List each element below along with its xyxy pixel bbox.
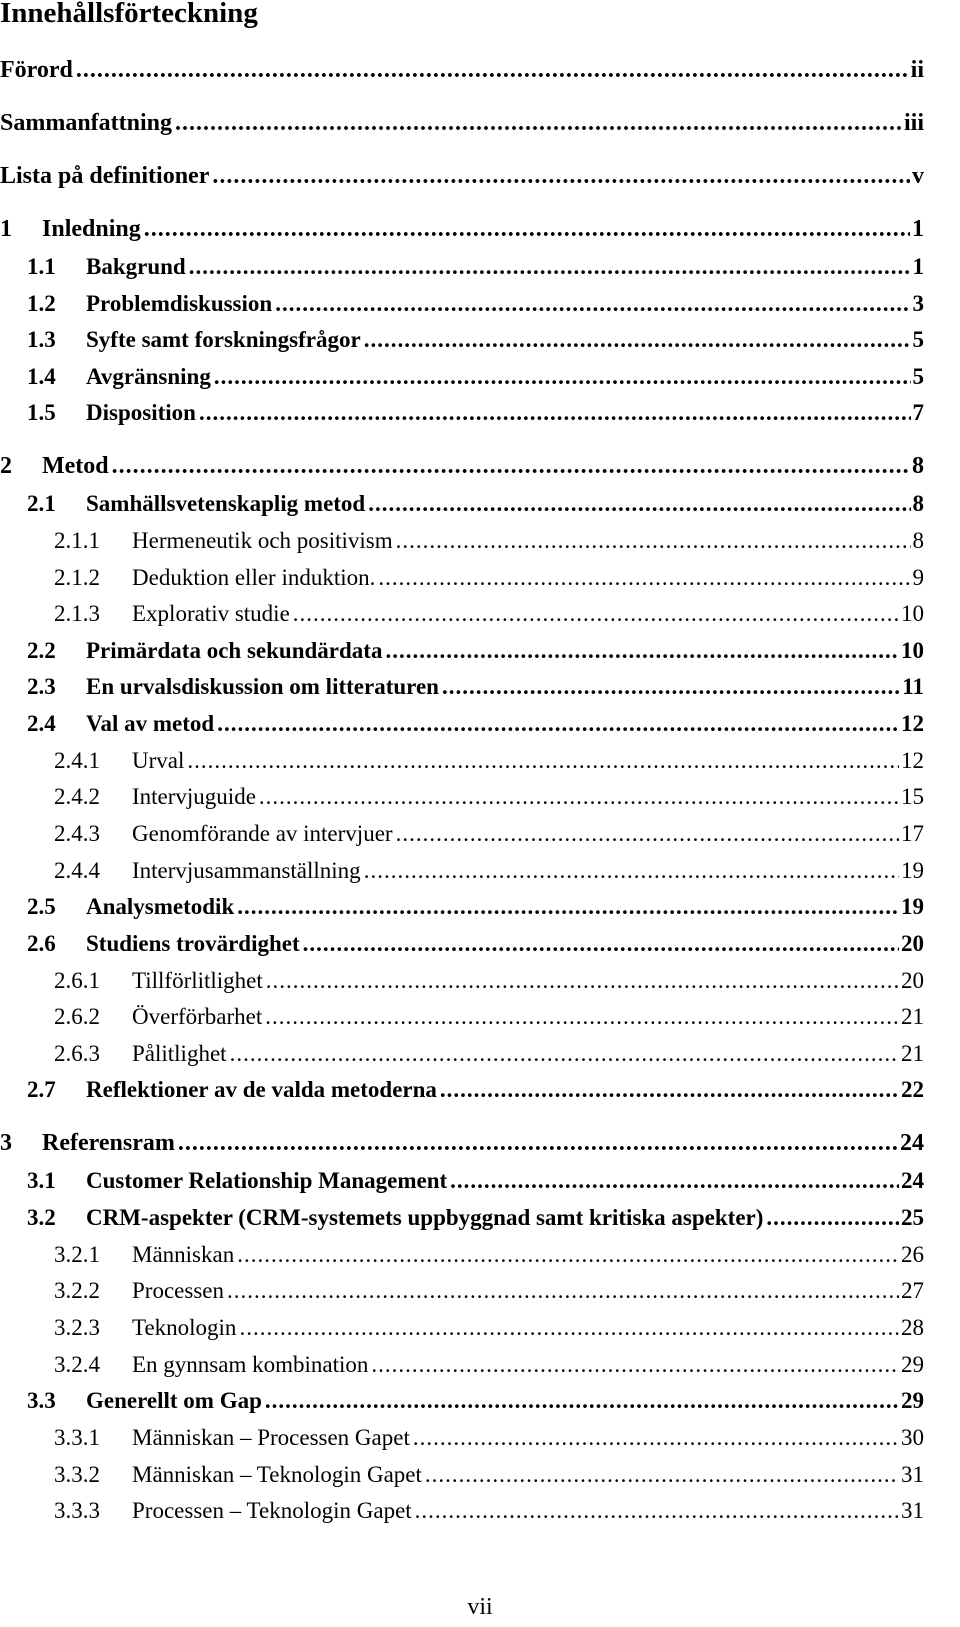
toc-entry-number: 3.3 [27, 1388, 56, 1413]
toc-dot-leader [442, 672, 900, 702]
toc-entry[interactable] [54, 563, 960, 593]
toc-entry-page: iii [903, 110, 924, 136]
toc-entry[interactable] [27, 1166, 960, 1196]
toc-entry-number: 1.5 [27, 400, 56, 425]
toc-entry[interactable] [54, 782, 960, 812]
toc-entry-number: 1.2 [27, 291, 56, 316]
toc-entry-page: 19 [901, 858, 924, 883]
toc-entry[interactable] [54, 1460, 960, 1490]
toc-dot-leader [450, 1166, 899, 1196]
toc-entry-page: 26 [901, 1242, 924, 1267]
toc-entry-page: 8 [912, 528, 924, 553]
toc-entry-title: Val av metod [86, 711, 215, 736]
toc-dot-leader [368, 489, 910, 519]
toc-entry[interactable] [0, 451, 960, 481]
toc-dot-leader [303, 929, 899, 959]
toc-entry-title: Metod [42, 453, 109, 479]
toc-entry-title: Överförbarhet [132, 1004, 263, 1029]
toc-entry[interactable] [54, 1313, 960, 1343]
toc-entry[interactable] [54, 1002, 960, 1032]
toc-entry-page: 25 [901, 1205, 924, 1230]
toc-entry[interactable] [0, 108, 960, 138]
toc-entry-page: 20 [901, 931, 924, 956]
toc-entry-title: Samhällsvetenskaplig metod [86, 491, 366, 516]
toc-entry[interactable] [27, 929, 960, 959]
toc-entry[interactable] [27, 325, 960, 355]
toc-entry-page: v [912, 163, 924, 189]
toc-entry-number: 2.1.1 [54, 528, 100, 553]
toc-entry-page: 24 [900, 1130, 924, 1156]
toc-dot-leader [275, 289, 910, 319]
toc-entry[interactable] [54, 599, 960, 629]
toc-entry-page: 1 [912, 254, 924, 279]
toc-entry[interactable] [54, 1039, 960, 1069]
toc-entry[interactable] [54, 1350, 960, 1380]
toc-entry-page: 1 [912, 216, 924, 242]
toc-dot-leader [237, 892, 899, 922]
toc-entry-title: Generellt om Gap [86, 1388, 262, 1413]
toc-entry-number: 3.3.1 [54, 1425, 100, 1450]
toc-entry[interactable] [54, 819, 960, 849]
toc-entry-title: Explorativ studie [132, 601, 290, 626]
toc-entry-title: Tillförlitlighet [132, 968, 263, 993]
toc-dot-leader [415, 1496, 899, 1526]
toc-entry-title: Analysmetodik [86, 894, 235, 919]
toc-dot-leader [227, 1276, 899, 1306]
toc-entry-number: 2.1 [27, 491, 56, 516]
toc-dot-leader [144, 214, 910, 244]
toc-dot-leader [265, 1386, 899, 1416]
toc-entry-title: Bakgrund [86, 254, 186, 279]
toc-entry-number: 2.7 [27, 1077, 56, 1102]
toc-entry-title: Processen [132, 1278, 224, 1303]
toc-entry-number: 2.6.2 [54, 1004, 100, 1029]
toc-entry-page: 21 [901, 1041, 924, 1066]
toc-dot-leader [425, 1460, 899, 1490]
toc-entry[interactable] [0, 55, 960, 85]
toc-entry-number: 2.4 [27, 711, 56, 736]
toc-entry-title: Förord [0, 57, 73, 83]
toc-entry-title: Customer Relationship Management [86, 1168, 448, 1193]
toc-dot-leader [440, 1075, 899, 1105]
toc-entry-page: 24 [901, 1168, 924, 1193]
toc-dot-leader [396, 526, 911, 556]
toc-entry-number: 2.5 [27, 894, 56, 919]
toc-dot-leader [178, 1128, 898, 1158]
toc-entry-title: Lista på definitioner [0, 163, 210, 189]
page-title: Innehållsförteckning [0, 0, 258, 29]
toc-entry-title: Avgränsning [86, 364, 211, 389]
toc-entry-page: 30 [901, 1425, 924, 1450]
toc-entry[interactable] [54, 526, 960, 556]
toc-entry[interactable] [54, 1276, 960, 1306]
toc-entry-number: 3.2 [27, 1205, 56, 1230]
toc-entry[interactable] [27, 709, 960, 739]
toc-dot-leader [214, 362, 911, 392]
toc-dot-leader [239, 1313, 899, 1343]
toc-entry[interactable] [27, 1203, 960, 1233]
toc-dot-leader [76, 55, 909, 85]
toc-entry-title: Syfte samt forskningsfrågor [86, 327, 361, 352]
toc-entry-title: Studiens trovärdighet [86, 931, 300, 956]
toc-entry-page: 11 [902, 674, 924, 699]
toc-entry[interactable] [54, 856, 960, 886]
toc-entry[interactable] [0, 214, 960, 244]
toc-entry-page: 12 [901, 748, 924, 773]
toc-entry-title: CRM-aspekter (CRM-systemets uppbyggnad samt kritiska aspekter) [86, 1205, 764, 1230]
toc-entry-page: 8 [912, 453, 924, 479]
toc-entry-page: 3 [912, 291, 924, 316]
toc-entry-title: Reflektioner av de valda metoderna [86, 1077, 437, 1102]
toc-entry[interactable] [27, 636, 960, 666]
toc-entry-title: Disposition [86, 400, 196, 425]
toc-entry-title: Primärdata och sekundärdata [86, 638, 383, 663]
toc-dot-leader [378, 563, 910, 593]
toc-entry-title: Deduktion eller induktion. [132, 565, 376, 590]
toc-entry-number: 3.2.2 [54, 1278, 100, 1303]
toc-entry-number: 1.1 [27, 254, 56, 279]
toc-entry-title: Referensram [42, 1130, 175, 1156]
toc-dot-leader [230, 1039, 899, 1069]
toc-entry-page: 5 [912, 327, 924, 352]
toc-entry-number: 1.4 [27, 364, 56, 389]
page-number: vii [467, 1594, 493, 1620]
toc-entry-number: 2.4.4 [54, 858, 100, 883]
toc-entry-title: Teknologin [132, 1315, 237, 1340]
toc-entry-page: ii [910, 57, 924, 83]
toc-entry-number: 3.2.1 [54, 1242, 100, 1267]
toc-dot-leader [364, 325, 911, 355]
toc-entry-number: 2.4.1 [54, 748, 100, 773]
toc-entry-title: Intervjusammanställning [132, 858, 361, 883]
toc-entry-page: 5 [912, 364, 924, 389]
toc-dot-leader [217, 709, 899, 739]
toc-entry-number: 2.1.3 [54, 601, 100, 626]
toc-dot-leader [293, 599, 899, 629]
toc-entry-page: 22 [901, 1077, 924, 1102]
toc-entry[interactable] [54, 1496, 960, 1526]
toc-entry-title: Problemdiskussion [86, 291, 273, 316]
toc-entry-number: 3.3.2 [54, 1462, 100, 1487]
toc-entry-number: 3 [0, 1130, 12, 1156]
toc-entry-title: Människan [132, 1242, 235, 1267]
toc-dot-leader [187, 746, 899, 776]
toc-entry-number: 2.2 [27, 638, 56, 663]
toc-entry[interactable] [27, 252, 960, 282]
toc-entry-title: Processen – Teknologin Gapet [132, 1498, 412, 1523]
toc-entry[interactable] [27, 1075, 960, 1105]
toc-dot-leader [371, 1350, 899, 1380]
toc-entry-title: Pålitlighet [132, 1041, 227, 1066]
toc-entry-number: 1 [0, 216, 12, 242]
toc-entry-page: 28 [901, 1315, 924, 1340]
toc-dot-leader [175, 108, 902, 138]
toc-entry-page: 19 [901, 894, 924, 919]
toc-entry-number: 3.1 [27, 1168, 56, 1193]
toc-entry-page: 10 [901, 638, 924, 663]
toc-dot-leader [199, 398, 911, 428]
toc-entry-title: Genomförande av intervjuer [132, 821, 393, 846]
toc-entry-title: En gynnsam kombination [132, 1352, 369, 1377]
toc-entry-page: 7 [912, 400, 924, 425]
toc-entry-number: 2 [0, 453, 12, 479]
toc-entry-title: Människan – Processen Gapet [132, 1425, 410, 1450]
toc-entry-title: Sammanfattning [0, 110, 173, 136]
toc-entry[interactable] [27, 362, 960, 392]
toc-entry-number: 2.4.3 [54, 821, 100, 846]
toc-entry-number: 1.3 [27, 327, 56, 352]
toc-entry-page: 8 [912, 491, 924, 516]
toc-entry-page: 29 [901, 1388, 924, 1413]
toc-entry-number: 2.3 [27, 674, 56, 699]
toc-dot-leader [364, 856, 899, 886]
toc-dot-leader [265, 1002, 899, 1032]
toc-entry[interactable] [27, 672, 960, 702]
toc-entry[interactable] [27, 892, 960, 922]
toc-entry[interactable] [54, 966, 960, 996]
toc-entry[interactable] [27, 1386, 960, 1416]
toc-entry-number: 3.2.3 [54, 1315, 100, 1340]
toc-entry-title: Intervjuguide [132, 784, 256, 809]
toc-entry-page: 15 [901, 784, 924, 809]
toc-dot-leader [112, 451, 910, 481]
toc-entry-page: 12 [901, 711, 924, 736]
toc-entry-title: Inledning [42, 216, 141, 242]
toc-entry-title: Urval [132, 748, 185, 773]
toc-dot-leader [259, 782, 899, 812]
toc-entry-page: 31 [901, 1462, 924, 1487]
toc-entry[interactable] [27, 489, 960, 519]
toc-entry-number: 2.1.2 [54, 565, 100, 590]
toc-entry-page: 9 [912, 565, 924, 590]
toc-entry[interactable] [54, 1423, 960, 1453]
toc-entry-title: Människan – Teknologin Gapet [132, 1462, 422, 1487]
toc-entry[interactable] [0, 1128, 960, 1158]
toc-entry-number: 2.6 [27, 931, 56, 956]
toc-dot-leader [237, 1240, 899, 1270]
toc-entry[interactable] [0, 161, 960, 191]
toc-entry-page: 17 [901, 821, 924, 846]
toc-entry-number: 2.4.2 [54, 784, 100, 809]
toc-entry-page: 31 [901, 1498, 924, 1523]
toc-dot-leader [766, 1203, 899, 1233]
toc-entry[interactable] [27, 289, 960, 319]
toc-dot-leader [413, 1423, 899, 1453]
toc-entry[interactable] [54, 1240, 960, 1270]
toc-entry-page: 27 [901, 1278, 924, 1303]
toc-dot-leader [396, 819, 899, 849]
toc-entry-number: 2.6.1 [54, 968, 100, 993]
toc-entry-title: En urvalsdiskussion om litteraturen [86, 674, 439, 699]
toc-entry-number: 3.3.3 [54, 1498, 100, 1523]
toc-entry-page: 20 [901, 968, 924, 993]
toc-entry-page: 21 [901, 1004, 924, 1029]
toc-dot-leader [189, 252, 911, 282]
toc-entry-page: 10 [901, 601, 924, 626]
toc-entry-number: 3.2.4 [54, 1352, 100, 1377]
toc-dot-leader [266, 966, 899, 996]
toc-entry[interactable] [27, 398, 960, 428]
toc-entry-page: 29 [901, 1352, 924, 1377]
toc-entry[interactable] [54, 746, 960, 776]
toc-dot-leader [385, 636, 899, 666]
toc-entry-number: 2.6.3 [54, 1041, 100, 1066]
toc-entry-title: Hermeneutik och positivism [132, 528, 393, 553]
toc-dot-leader [212, 161, 910, 191]
